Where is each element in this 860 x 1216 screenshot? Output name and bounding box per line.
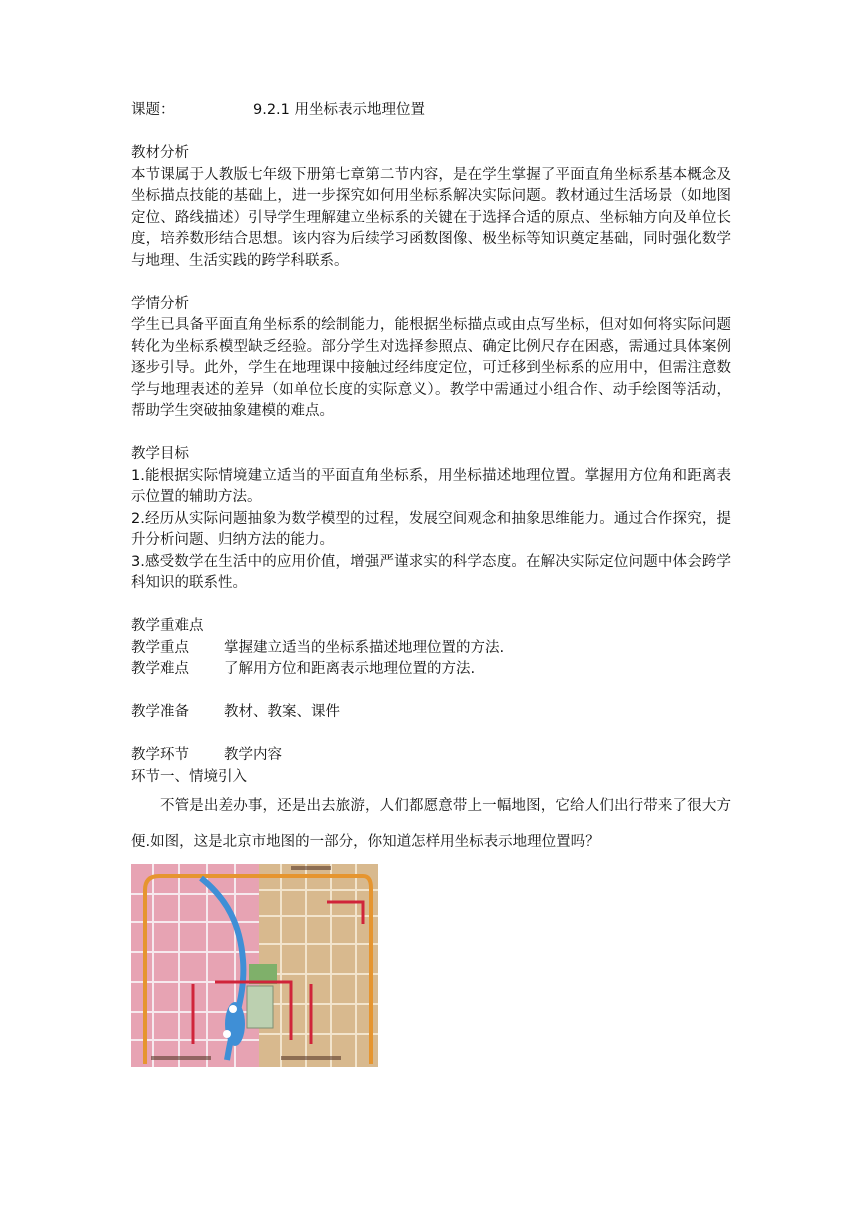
students-body: 学生已具备平面直角坐标系的绘制能力，能根据坐标描点或由点写坐标，但对如何将实际问题转化为坐标系模型缺乏经验。部分学生对选择参照点、确定比例尺存在困惑，需通过具体案例逐步引导。此外，学生在地理课中接触过经纬度定位，可迁移到坐标系的应用中，但需注意数学与地理表述的差异（如单位长度的实际意义）。教学中需通过小组合作、动手绘图等活动，帮助学生突破抽象建模的难点。 bbox=[131, 317, 731, 419]
goal-number: 1. bbox=[131, 467, 145, 484]
step-one-heading: 环节一、情境引入 bbox=[131, 768, 247, 785]
prep-row bbox=[131, 702, 731, 724]
process-row bbox=[131, 745, 731, 767]
lesson-title-label: 课题： bbox=[131, 102, 175, 118]
students-heading: 学情分析 bbox=[131, 295, 189, 312]
goal-text: 感受数学在生活中的应用价值，增强严谨求实的科学态度。在解决实际定位问题中体会跨学科知识的联系性。 bbox=[131, 553, 731, 591]
beijing-map-image bbox=[131, 864, 378, 1067]
key-point-label: 教学重点 bbox=[131, 639, 189, 656]
key-points-heading: 教学重难点 bbox=[131, 618, 204, 634]
goal-number: 2. bbox=[131, 510, 145, 527]
goal-number: 3. bbox=[131, 553, 145, 570]
goals-heading: 教学目标 bbox=[131, 446, 189, 462]
key-point-text: 掌握建立适当的坐标系描述地理位置的方法. bbox=[224, 639, 505, 656]
difficulty-row bbox=[131, 659, 731, 681]
key-point-row bbox=[131, 638, 731, 660]
goal-text: 能根据实际情境建立适当的平面直角坐标系，用坐标描述地理位置。掌握用方位角和距离表示位置的辅助方法。 bbox=[131, 467, 731, 505]
goal-item bbox=[131, 552, 731, 595]
difficulty-label: 教学难点 bbox=[131, 661, 189, 677]
difficulty-text: 了解用方位和距离表示地理位置的方法. bbox=[224, 661, 476, 677]
prep-label: 教学准备 bbox=[131, 704, 189, 720]
lesson-title-row bbox=[131, 100, 731, 122]
map-illustration bbox=[131, 864, 378, 1067]
goal-item bbox=[131, 509, 731, 552]
lesson-title: 9.2.1 用坐标表示地理位置 bbox=[253, 102, 426, 118]
analysis-heading: 教材分析 bbox=[131, 145, 189, 161]
process-content-label: 教学内容 bbox=[224, 747, 282, 763]
goal-text: 经历从实际问题抽象为数学模型的过程，发展空间观念和抽象思维能力。通过合作探究，提升分析问题、归纳方法的能力。 bbox=[131, 510, 731, 548]
prep-text: 教材、教案、课件 bbox=[224, 704, 340, 720]
intro-paragraph: 不管是出差办事，还是出去旅游，人们都愿意带上一幅地图，它给人们出行带来了很大方便.如图，这是北京市地图的一部分，你知道怎样用坐标表示地理位置吗？ bbox=[131, 798, 731, 850]
goal-item bbox=[131, 466, 731, 509]
process-label: 教学环节 bbox=[131, 747, 189, 763]
analysis-body: 本节课属于人教版七年级下册第七章第二节内容，是在学生掌握了平面直角坐标系基本概念及坐标描点技能的基础上，进一步探究如何用坐标系解决实际问题。教材通过生活场景（如地图定位、路线描述）引导学生理解建立坐标系的关键在于选择合适的原点、坐标轴方向及单位长度，培养数形结合思想。该内容为后续学习函数图像、极坐标等知识奠定基础，同时强化数学与地理、生活实践的跨学科联系。 bbox=[131, 166, 731, 269]
document-page bbox=[131, 100, 731, 1067]
